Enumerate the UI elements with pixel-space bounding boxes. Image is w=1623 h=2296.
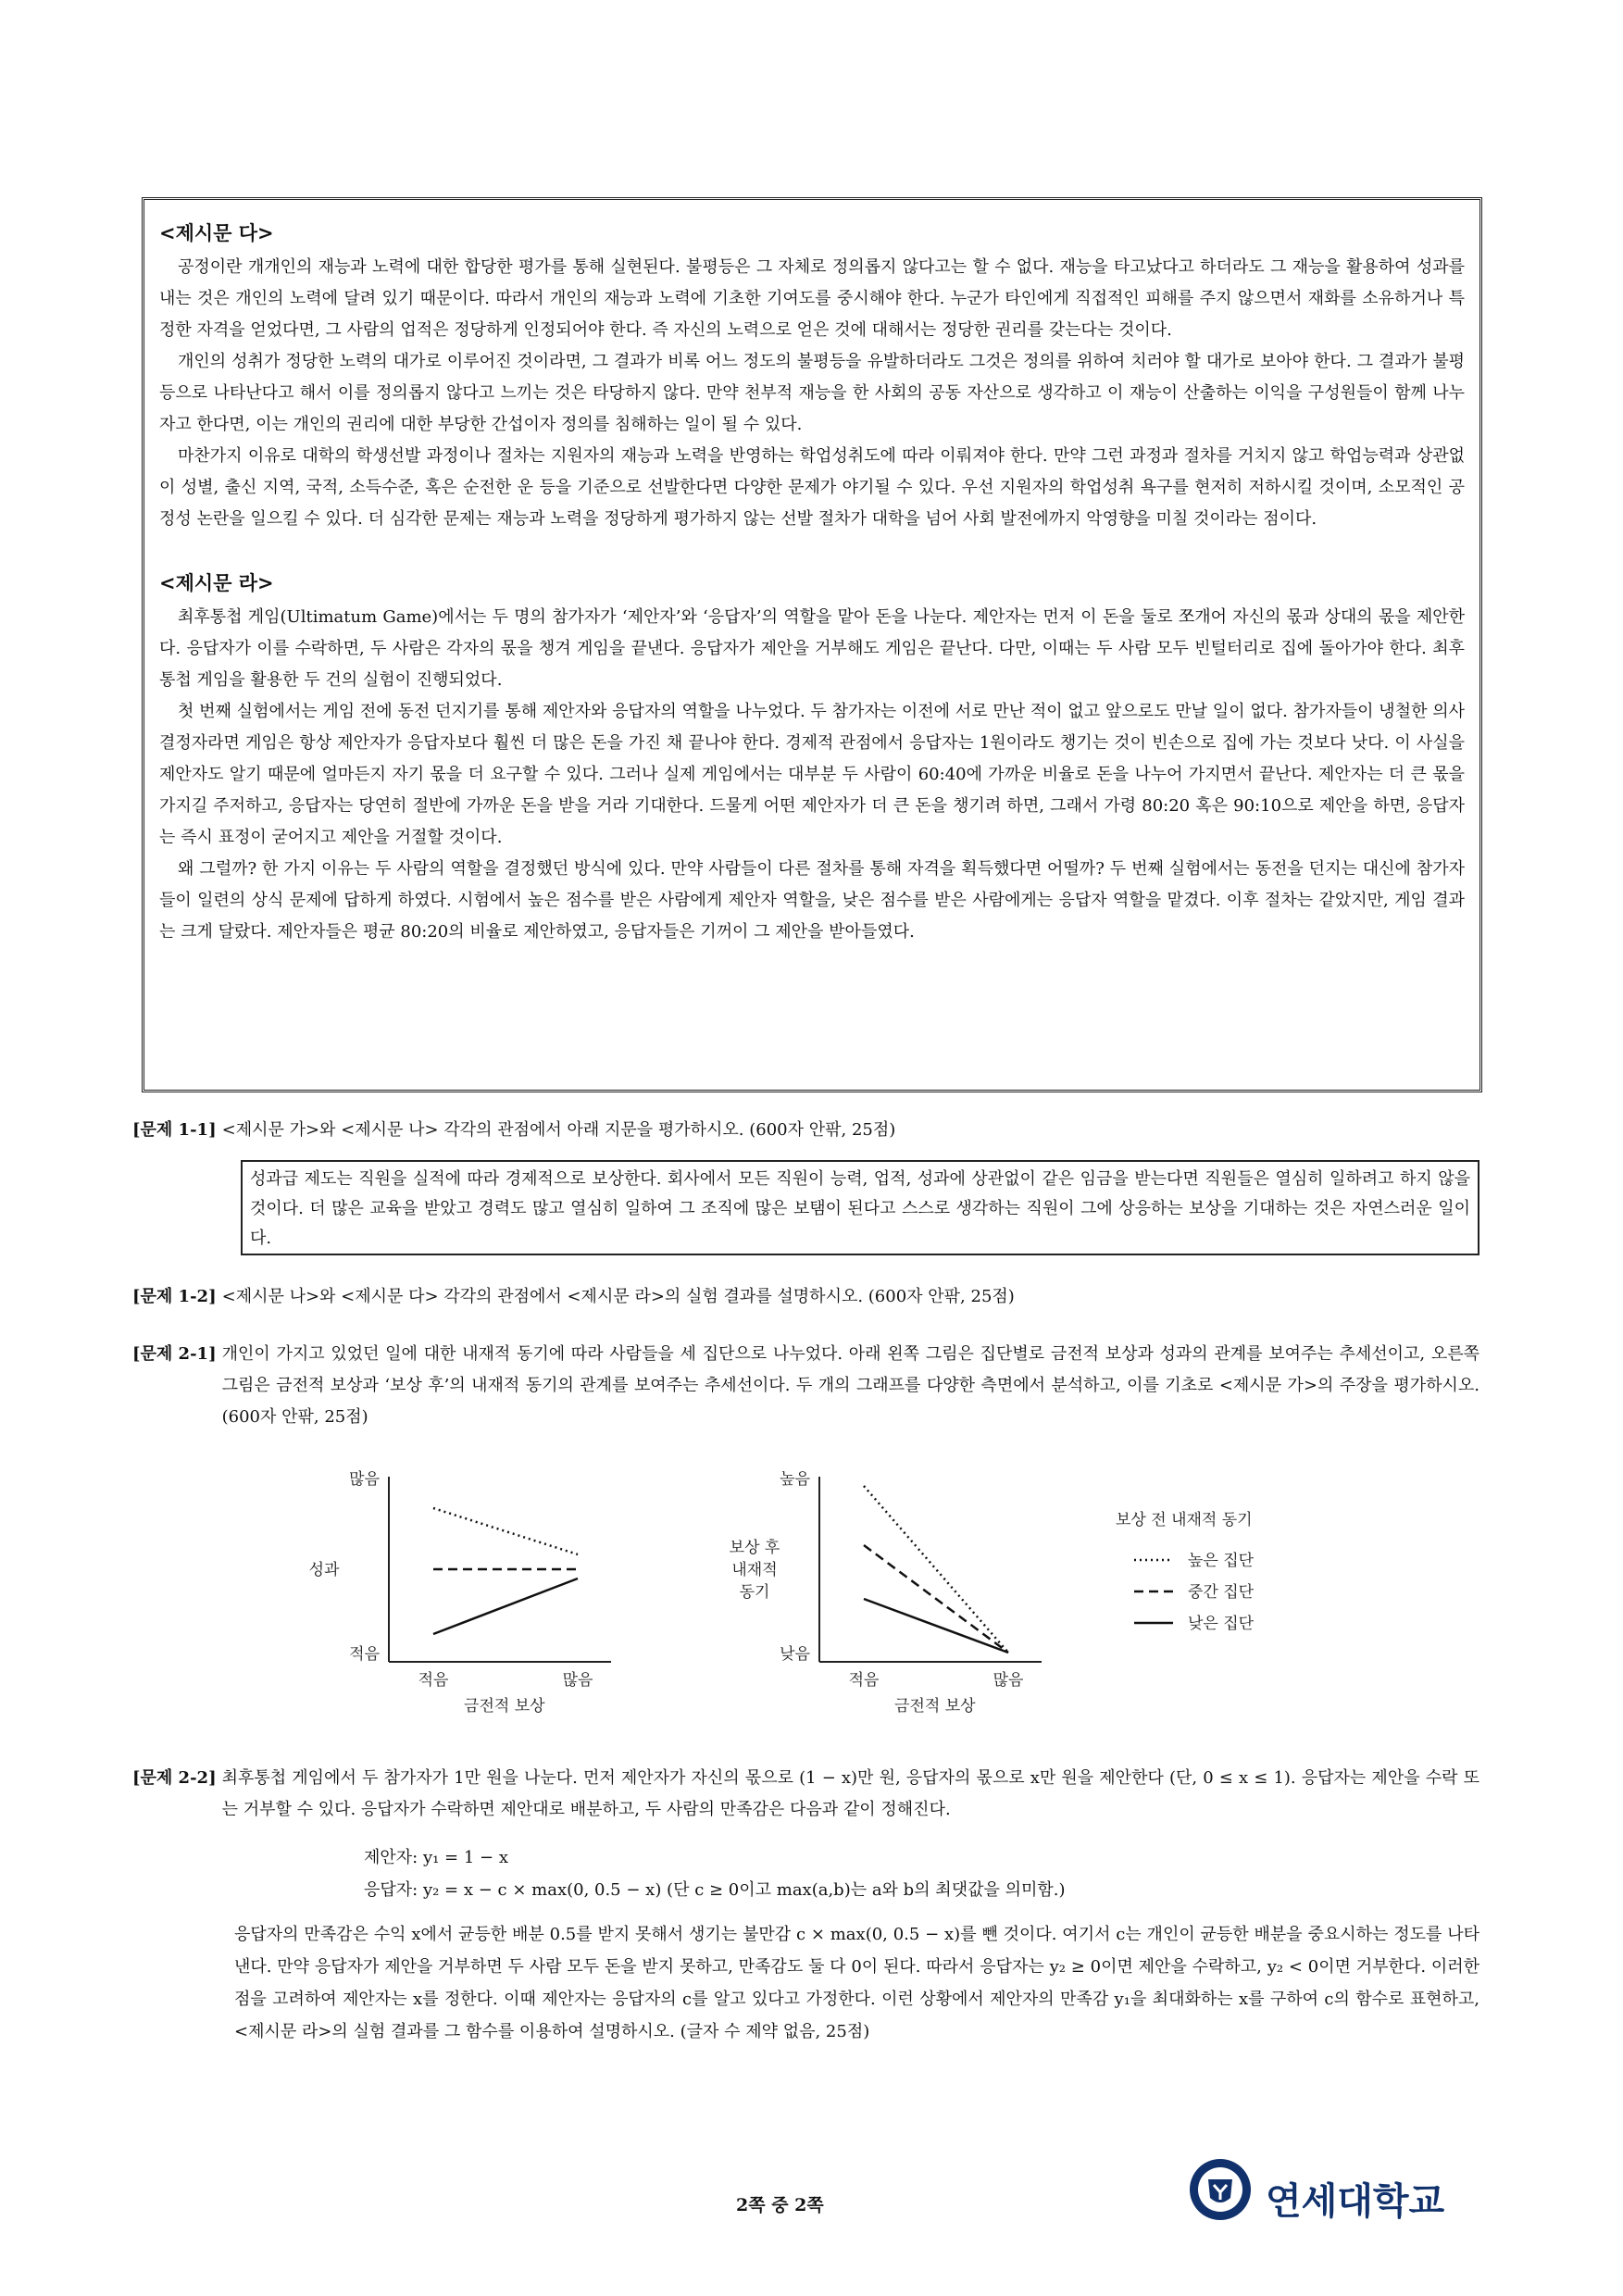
passage-box	[142, 197, 1482, 1092]
x-tick-label: 많음	[993, 1671, 1024, 1690]
x-axis-label: 금전적 보상	[894, 1697, 976, 1716]
question-text: 최후통첩 게임에서 두 참가자가 1만 원을 나눈다. 먼저 제안자가 자신의 몫으로 (1 − x)만 원, 응답자의 몫으로 x만 원을 제안한다 (단, 0 ≤ x ≤ 1). 응답자는 제안을 수락 또는 거부할 수 있다. 응답자가 수락하면 제안대로 배분하고, 두 사람의 만족감은 다음과 같이 정해진다.	[221, 1768, 1479, 1819]
legend-label: 높은 집단	[1188, 1552, 1255, 1570]
question-text: 개인이 가지고 있었던 일에 대한 내재적 동기에 따라 사람들을 세 집단으로 나누었다. 아래 왼쪽 그림은 집단별로 금전적 보상과 성과의 관계를 보여주는 추세선이고, 오른쪽 그림은 금전적 보상과 ‘보상 후’의 내재적 동기의 관계를 보여주는 추세선이다. 두 개의 그래프를 다양한 측면에서 분석하고, 이를 기초로 <제시문 가>의 주장을 평가하시오. (600자 안팎, 25점)	[221, 1344, 1479, 1427]
y-axis-label: 보상 후	[729, 1539, 780, 1557]
question-label: [문제 2-1]	[132, 1344, 217, 1364]
quoted-passage-box: 성과급 제도는 직원을 실적에 따라 경제적으로 보상한다. 회사에서 모든 직원이 능력, 업적, 성과에 상관없이 같은 임금을 받는다면 직원들은 열심히 일하려고 하지 않을 것이다. 더 많은 교육을 받았고 경력도 많고 열심히 일하여 그 조직에 많은 보탬이 된다고 스스로 생각하는 직원이 그에 상응하는 보상을 기대하는 것은 자연스러운 일이다.	[241, 1160, 1479, 1255]
y-axis-label: 내재적	[731, 1561, 778, 1579]
x-tick-label: 적음	[848, 1671, 880, 1690]
question-label: [문제 1-2]	[132, 1287, 217, 1306]
legend-label: 중간 집단	[1188, 1583, 1255, 1602]
page-number: 2쪽 중 2쪽	[736, 2195, 824, 2215]
y-tick-label: 적음	[349, 1645, 380, 1664]
equation-responder: 응답자: y₂ = x − c × max(0, 0.5 − x) (단 c ≥ 0이고 max(a,b)는 a와 b의 최댓값을 의미함.)	[364, 1880, 1066, 1900]
x-axis-label: 금전적 보상	[464, 1697, 545, 1716]
passage-da-paragraph: 마찬가지 이유로 대학의 학생선발 과정이나 절차는 지원자의 재능과 노력을 반영하는 학업성취도에 따라 이뤄져야 한다. 만약 그런 과정과 절차를 거치지 않고 학업능력과 상관없이 성별, 출신 지역, 국적, 소득수준, 혹은 순전한 운 등을 기준으로 선발한다면 다양한 문제가 야기될 수 있다. 우선 지원자의 학업성취 욕구를 현저히 저하시킬 것이며, 소모적인 공정성 논란을 일으킬 수 있다. 더 심각한 문제는 재능과 노력을 정당하게 평가하지 않는 선발 절차가 대학을 넘어 사회 발전에까지 악영향을 미칠 것이라는 점이다.	[159, 446, 1465, 529]
legend-label: 낮은 집단	[1188, 1615, 1255, 1633]
passage-ra-paragraph: 첫 번째 실험에서는 게임 전에 동전 던지기를 통해 제안자와 응답자의 역할을 나누었다. 두 참가자는 이전에 서로 만난 적이 없고 앞으로도 만날 일이 없다. 참가자들이 냉철한 의사결정자라면 게임은 항상 제안자가 응답자보다 훨씬 더 많은 돈을 가진 채 끝나야 한다. 경제적 관점에서 응답자는 1원이라도 챙기는 것이 빈손으로 집에 가는 것보다 낫다. 이 사실을 제안자도 알기 때문에 얼마든지 자기 몫을 더 요구할 수 있다. 그러나 실제 게임에서는 대부분 두 사람이 60:40에 가까운 비율로 돈을 나누어 가지면서 끝난다. 제안자는 더 큰 몫을 가지길 주저하고, 응답자는 당연히 절반에 가까운 돈을 받을 거라 기대한다. 드물게 어떤 제안자가 더 큰 돈을 챙기려 하면, 그래서 가령 80:20 혹은 90:10으로 제안을 하면, 응답자는 즉시 표정이 굳어지고 제안을 거절할 것이다.	[159, 702, 1465, 847]
x-tick-label: 많음	[562, 1671, 593, 1690]
university-seal-icon	[1188, 2157, 1253, 2222]
question-text: <제시문 나>와 <제시문 다> 각각의 관점에서 <제시문 라>의 실험 결과를 설명하시오. (600자 안팎, 25점)	[221, 1287, 1015, 1306]
question-2-2-explanation: 응답자의 만족감은 수익 x에서 균등한 배분 0.5를 받지 못해서 생기는 불만감 c × max(0, 0.5 − x)를 뺀 것이다. 여기서 c는 개인이 균등한 배분을 중요시하는 정도를 나타낸다. 만약 응답자가 제안을 거부하면 두 사람 모두 돈을 받지 못하고, 만족감도 둘 다 0이 된다. 따라서 응답자는 y₂ ≥ 0이면 제안을 수락하고, y₂ < 0이면 거부한다. 이러한 점을 고려하여 제안자는 x를 정한다. 이때 제안자는 응답자의 c를 알고 있다고 가정한다. 이런 상황에서 제안자의 만족감 y₁을 최대화하는 x를 구하여 c의 함수로 표현하고, <제시문 라>의 실험 결과를 그 함수를 이용하여 설명하시오. (글자 수 제약 없음, 25점)	[234, 1925, 1479, 2041]
series-line	[864, 1599, 1008, 1653]
y-axis-label: 동기	[739, 1583, 770, 1602]
y-axis-label: 성과	[308, 1561, 340, 1579]
series-line	[433, 1578, 578, 1634]
equation-proposer: 제안자: y₁ = 1 − x	[364, 1848, 508, 1867]
university-name: 연세대학교	[1266, 2180, 1445, 2223]
question-1-2	[132, 1281, 1015, 1313]
legend-title: 보상 전 내재적 동기	[1116, 1511, 1253, 1529]
question-1-1	[132, 1115, 895, 1146]
y-tick-label: 많음	[349, 1470, 380, 1489]
passage-ra-paragraph: 왜 그럴까? 한 가지 이유는 두 사람의 역할을 결정했던 방식에 있다. 만약 사람들이 다른 절차를 통해 자격을 획득했다면 어떨까? 두 번째 실험에서는 동전을 던지는 대신에 참가자들이 일련의 상식 문제에 답하게 하였다. 시험에서 높은 점수를 받은 사람에게 제안자 역할을, 낮은 점수를 받은 사람에게는 응답자 역할을 맡겼다. 이후 절차는 같았지만, 게임 결과는 크게 달랐다. 제안자들은 평균 80:20의 비율로 제안하였고, 응답자들은 기꺼이 그 제안을 받아들였다.	[159, 859, 1465, 942]
question-label: [문제 2-2]	[132, 1768, 217, 1788]
question-text: <제시문 가>와 <제시문 나> 각각의 관점에서 아래 지문을 평가하시오. (600자 안팎, 25점)	[221, 1120, 896, 1140]
university-logo	[1188, 2157, 1493, 2231]
passage-da-paragraph: 개인의 성취가 정당한 노력의 대가로 이루어진 것이라면, 그 결과가 비록 어느 정도의 불평등을 유발하더라도 그것은 정의를 위하여 치러야 할 대가로 보아야 한다. 그 결과가 불평등으로 나타난다고 해서 이를 정의롭지 않다고 느끼는 것은 타당하지 않다. 만약 천부적 재능을 한 사회의 공동 자산으로 생각하고 이 재능이 산출하는 이익을 구성원들이 함께 나누자고 한다면, 이는 개인의 권리에 대한 부당한 간섭이자 정의를 침해하는 일이 될 수 있다.	[159, 352, 1465, 434]
y-tick-label: 높음	[780, 1470, 810, 1489]
series-line	[864, 1545, 1008, 1653]
x-tick-label: 적음	[418, 1671, 449, 1690]
series-line	[864, 1486, 1008, 1653]
question-2-1	[132, 1339, 1479, 1433]
passage-da-paragraph: 공정이란 개개인의 재능과 노력에 대한 합당한 평가를 통해 실현된다. 불평등은 그 자체로 정의롭지 않다고는 할 수 없다. 재능을 타고났다고 하더라도 그 재능을 활용하여 성과를 내는 것은 개인의 노력에 달려 있기 때문이다. 따라서 개인의 재능과 노력에 기초한 기여도를 중시해야 한다. 누군가 타인에게 직접적인 피해를 주지 않으면서 재화를 소유하거나 특정한 자격을 얻었다면, 그 사람의 업적은 정당하게 인정되어야 한다. 즉 자신의 노력으로 얻은 것에 대해서는 정당한 권리를 갖는다는 것이다.	[159, 257, 1465, 340]
passage-ra-title: <제시문 라>	[159, 571, 274, 594]
question-label: [문제 1-1]	[132, 1120, 217, 1140]
passage-ra-paragraph: 최후통첩 게임(Ultimatum Game)에서는 두 명의 참가자가 ‘제안자’와 ‘응답자’의 역할을 맡아 돈을 나눈다. 제안자는 먼저 이 돈을 둘로 쪼개어 자신의 몫과 상대의 몫을 제안한다. 응답자가 이를 수락하면, 두 사람은 각자의 몫을 챙겨 게임을 끝낸다. 응답자가 제안을 거부해도 게임은 끝난다. 다만, 이때는 두 사람 모두 빈털터리로 집에 돌아가야 한다. 최후통첩 게임을 활용한 두 건의 실험이 진행되었다.	[159, 607, 1465, 690]
passage-da-title: <제시문 다>	[159, 221, 274, 244]
chart-motivation	[713, 1454, 1342, 1750]
question-2-2	[132, 1763, 1479, 1826]
chart-performance	[296, 1454, 648, 1750]
series-line	[433, 1508, 578, 1554]
y-tick-label: 낮음	[780, 1645, 810, 1664]
